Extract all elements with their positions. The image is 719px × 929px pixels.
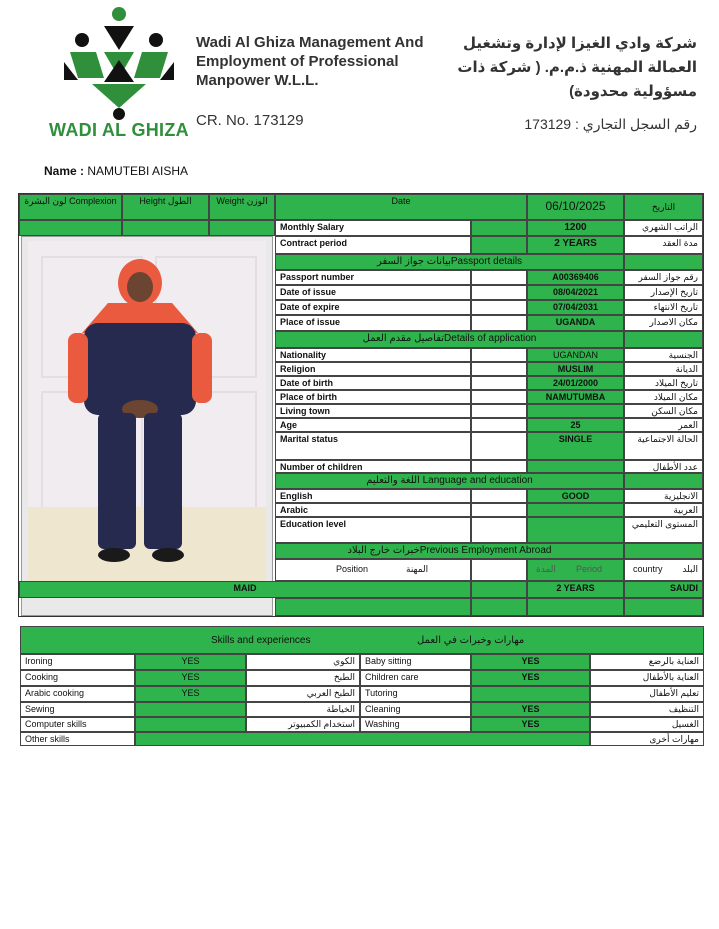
contract-period-spacer: [471, 236, 527, 254]
religion-label: Religion: [275, 362, 471, 376]
monthly-salary-label: Monthly Salary: [275, 220, 471, 236]
religion-label-ar: الديانة: [624, 362, 703, 376]
passport-header-spacer: [624, 254, 703, 270]
skill-left-value: [135, 702, 246, 717]
skill-left-value: YES: [135, 686, 246, 702]
english-spacer: [471, 489, 527, 503]
skill-right-label-ar: الغسيل: [590, 717, 704, 732]
name-label: Name :: [44, 164, 85, 178]
skill-left-label-ar: الطبخ: [246, 670, 360, 686]
nationality-label: Nationality: [275, 348, 471, 362]
skill-right-value: YES: [471, 717, 590, 732]
employment-blank-4: [624, 598, 703, 616]
name-value: NAMUTEBI AISHA: [87, 164, 189, 178]
skills-table: [20, 626, 704, 746]
marital-status-spacer: [471, 432, 527, 460]
application-header-spacer: [624, 331, 703, 348]
monthly-salary-spacer: [471, 220, 527, 236]
passport-number-spacer: [471, 270, 527, 285]
employment-section-header: خبرات خارج البلادPrevious Employment Abroad: [275, 543, 624, 559]
weight-header: Weight الوزن: [209, 194, 275, 220]
date-of-expire-label-ar: تاريخ الانتهاء: [624, 300, 703, 315]
date-of-birth-value: 24/01/2000: [527, 376, 624, 390]
date-of-issue-label-ar: تاريخ الإصدار: [624, 285, 703, 300]
living-town-label-ar: مكان السكن: [624, 404, 703, 418]
date-of-issue-spacer: [471, 285, 527, 300]
living-town-spacer: [471, 404, 527, 418]
skill-right-label: Cleaning: [360, 702, 471, 717]
date-of-birth-label-ar: تاريخ الميلاد: [624, 376, 703, 390]
number-of-children-label-ar: عدد الأطفال: [624, 460, 703, 473]
date-label-ar: التاريخ: [624, 194, 703, 220]
monthly-salary-value: 1200: [527, 220, 624, 236]
number-of-children-label: Number of children: [275, 460, 471, 473]
employment-period-value: 2 YEARS: [527, 581, 624, 598]
cr-number-en: CR. No. 173129: [196, 112, 304, 129]
country-label: country: [633, 564, 663, 574]
skill-left-label-ar: الكوي: [246, 654, 360, 670]
place-of-issue-value: UGANDA: [527, 315, 624, 331]
skill-right-label-ar: التنظيف: [590, 702, 704, 717]
applicant-photo: [21, 236, 273, 616]
date-of-expire-spacer: [471, 300, 527, 315]
other-skills-label-ar: مهارات أخرى: [590, 732, 704, 746]
logo-wordmark: WADI AL GHIZA: [49, 120, 189, 140]
skill-left-label: Sewing: [20, 702, 135, 717]
date-of-birth-spacer: [471, 376, 527, 390]
nationality-label-ar: الجنسية: [624, 348, 703, 362]
application-section-header: تفاصيل مقدم العملDetails of application: [275, 331, 624, 348]
education-level-value: [527, 517, 624, 543]
skill-left-value: YES: [135, 654, 246, 670]
skill-left-label-ar: الطبخ العربي: [246, 686, 360, 702]
age-label-ar: العمر: [624, 418, 703, 432]
place-of-issue-spacer: [471, 315, 527, 331]
marital-status-label: Marital status: [275, 432, 471, 460]
date-label: Date: [275, 194, 527, 220]
place-of-birth-spacer: [471, 390, 527, 404]
passport-number-value: A00369406: [527, 270, 624, 285]
contract-period-label-ar: مدة العقد: [624, 236, 703, 254]
skill-right-label-ar: العناية بالأطفال: [590, 670, 704, 686]
age-label: Age: [275, 418, 471, 432]
other-skills-label: Other skills: [20, 732, 135, 746]
skill-left-value: [135, 717, 246, 732]
position-label-ar: المهنة: [406, 564, 429, 574]
arabic-value: [527, 503, 624, 517]
date-value: 06/10/2025: [527, 194, 624, 220]
number-of-children-value: [527, 460, 624, 473]
skills-title-ar: مهارات وخبرات في العمل: [417, 635, 525, 646]
arabic-spacer: [471, 503, 527, 517]
passport-number-label-ar: رقم جواز السفر: [624, 270, 703, 285]
company-name-en-line2: Employment of Professional: [196, 53, 399, 70]
date-of-expire-label: Date of expire: [275, 300, 471, 315]
person-photo-icon: [22, 237, 272, 615]
place-of-birth-value: NAMUTUMBA: [527, 390, 624, 404]
language-header-spacer: [624, 473, 703, 489]
employment-blank-2: [471, 598, 527, 616]
company-name-en: [196, 33, 424, 90]
skill-left-label: Computer skills: [20, 717, 135, 732]
date-of-birth-label: Date of birth: [275, 376, 471, 390]
age-spacer: [471, 418, 527, 432]
english-label: English: [275, 489, 471, 503]
application-form: [18, 193, 704, 617]
letterhead: [0, 0, 719, 150]
religion-value: MUSLIM: [527, 362, 624, 376]
skills-title-en: Skills and experiences: [211, 635, 311, 646]
logo-emblem-icon: [44, 4, 194, 122]
employment-blank-1: [275, 598, 471, 616]
cr-number-ar: رقم السجل التجاري : 173129: [524, 116, 697, 132]
religion-spacer: [471, 362, 527, 376]
complexion-value: [19, 220, 122, 236]
skill-right-label: Baby sitting: [360, 654, 471, 670]
passport-number-label: Passport number: [275, 270, 471, 285]
applicant-name: [44, 164, 188, 178]
period-label: Period: [576, 564, 603, 574]
language-section-header: اللغة والتعليم Language and education: [275, 473, 624, 489]
employment-country-value: SAUDI: [624, 581, 703, 598]
place-of-issue-label-ar: مكان الاصدار: [624, 315, 703, 331]
skill-right-value: YES: [471, 670, 590, 686]
english-value: GOOD: [527, 489, 624, 503]
skill-right-value: YES: [471, 654, 590, 670]
skill-left-label: Cooking: [20, 670, 135, 686]
living-town-value: [527, 404, 624, 418]
date-of-issue-label: Date of issue: [275, 285, 471, 300]
skill-left-label: Ironing: [20, 654, 135, 670]
employment-value-spacer: [471, 581, 527, 598]
arabic-label: Arabic: [275, 503, 471, 517]
monthly-salary-label-ar: الراتب الشهري: [624, 220, 703, 236]
position-label: Position: [336, 564, 369, 574]
other-skills-value: [135, 732, 590, 746]
skill-left-label: Arabic cooking: [20, 686, 135, 702]
position-column: [275, 559, 471, 581]
education-level-label-ar: المستوى التعليمي: [624, 517, 703, 543]
marital-status-value: SINGLE: [527, 432, 624, 460]
period-column: [527, 559, 624, 581]
employment-blank-3: [527, 598, 624, 616]
employment-position-value: MAID: [19, 581, 471, 598]
weight-value: [209, 220, 275, 236]
skill-right-value: YES: [471, 702, 590, 717]
living-town-label: Living town: [275, 404, 471, 418]
company-name-ar: شركة وادي الغيزا لإدارة وتشغيل العمالة المهنية ذ.م.م. ( شركة ذات مسؤولية محدودة): [457, 35, 697, 100]
place-of-issue-label: Place of issue: [275, 315, 471, 331]
nationality-value: UGANDAN: [527, 348, 624, 362]
marital-status-label-ar: الحالة الاجتماعية: [624, 432, 703, 460]
company-name-en-line1: Wadi Al Ghiza Management And: [196, 34, 424, 51]
skill-left-label-ar: الخياطة: [246, 702, 360, 717]
company-name-en-line3: Manpower W.L.L.: [196, 72, 319, 89]
height-header: Height الطول: [122, 194, 209, 220]
skill-right-label: Washing: [360, 717, 471, 732]
date-of-issue-value: 08/04/2021: [527, 285, 624, 300]
company-logo: [44, 4, 194, 144]
education-level-spacer: [471, 517, 527, 543]
number-of-children-spacer: [471, 460, 527, 473]
arabic-label-ar: العربية: [624, 503, 703, 517]
skill-right-label-ar: تعليم الأطفال: [590, 686, 704, 702]
skill-right-value: [471, 686, 590, 702]
position-spacer: [471, 559, 527, 581]
height-value: [122, 220, 209, 236]
skills-header: [20, 626, 704, 654]
passport-section-header: بيانات جواز السفرPassport details: [275, 254, 624, 270]
date-of-expire-value: 07/04/2031: [527, 300, 624, 315]
employment-header-spacer: [624, 543, 703, 559]
age-value: 25: [527, 418, 624, 432]
contract-period-value: 2 YEARS: [527, 236, 624, 254]
skill-left-label-ar: استخدام الكمبيوتر: [246, 717, 360, 732]
english-label-ar: الانجليزية: [624, 489, 703, 503]
country-column: [624, 559, 703, 581]
place-of-birth-label: Place of birth: [275, 390, 471, 404]
skill-right-label: Children care: [360, 670, 471, 686]
nationality-spacer: [471, 348, 527, 362]
complexion-header: لون البشرة Complexion: [19, 194, 122, 220]
country-label-ar: البلد: [682, 564, 698, 574]
education-level-label: Education level: [275, 517, 471, 543]
skill-left-value: YES: [135, 670, 246, 686]
contract-period-label: Contract period: [275, 236, 471, 254]
period-label-ar: المدة: [536, 564, 556, 574]
skill-right-label-ar: العناية بالرضع: [590, 654, 704, 670]
place-of-birth-label-ar: مكان الميلاد: [624, 390, 703, 404]
skill-right-label: Tutoring: [360, 686, 471, 702]
